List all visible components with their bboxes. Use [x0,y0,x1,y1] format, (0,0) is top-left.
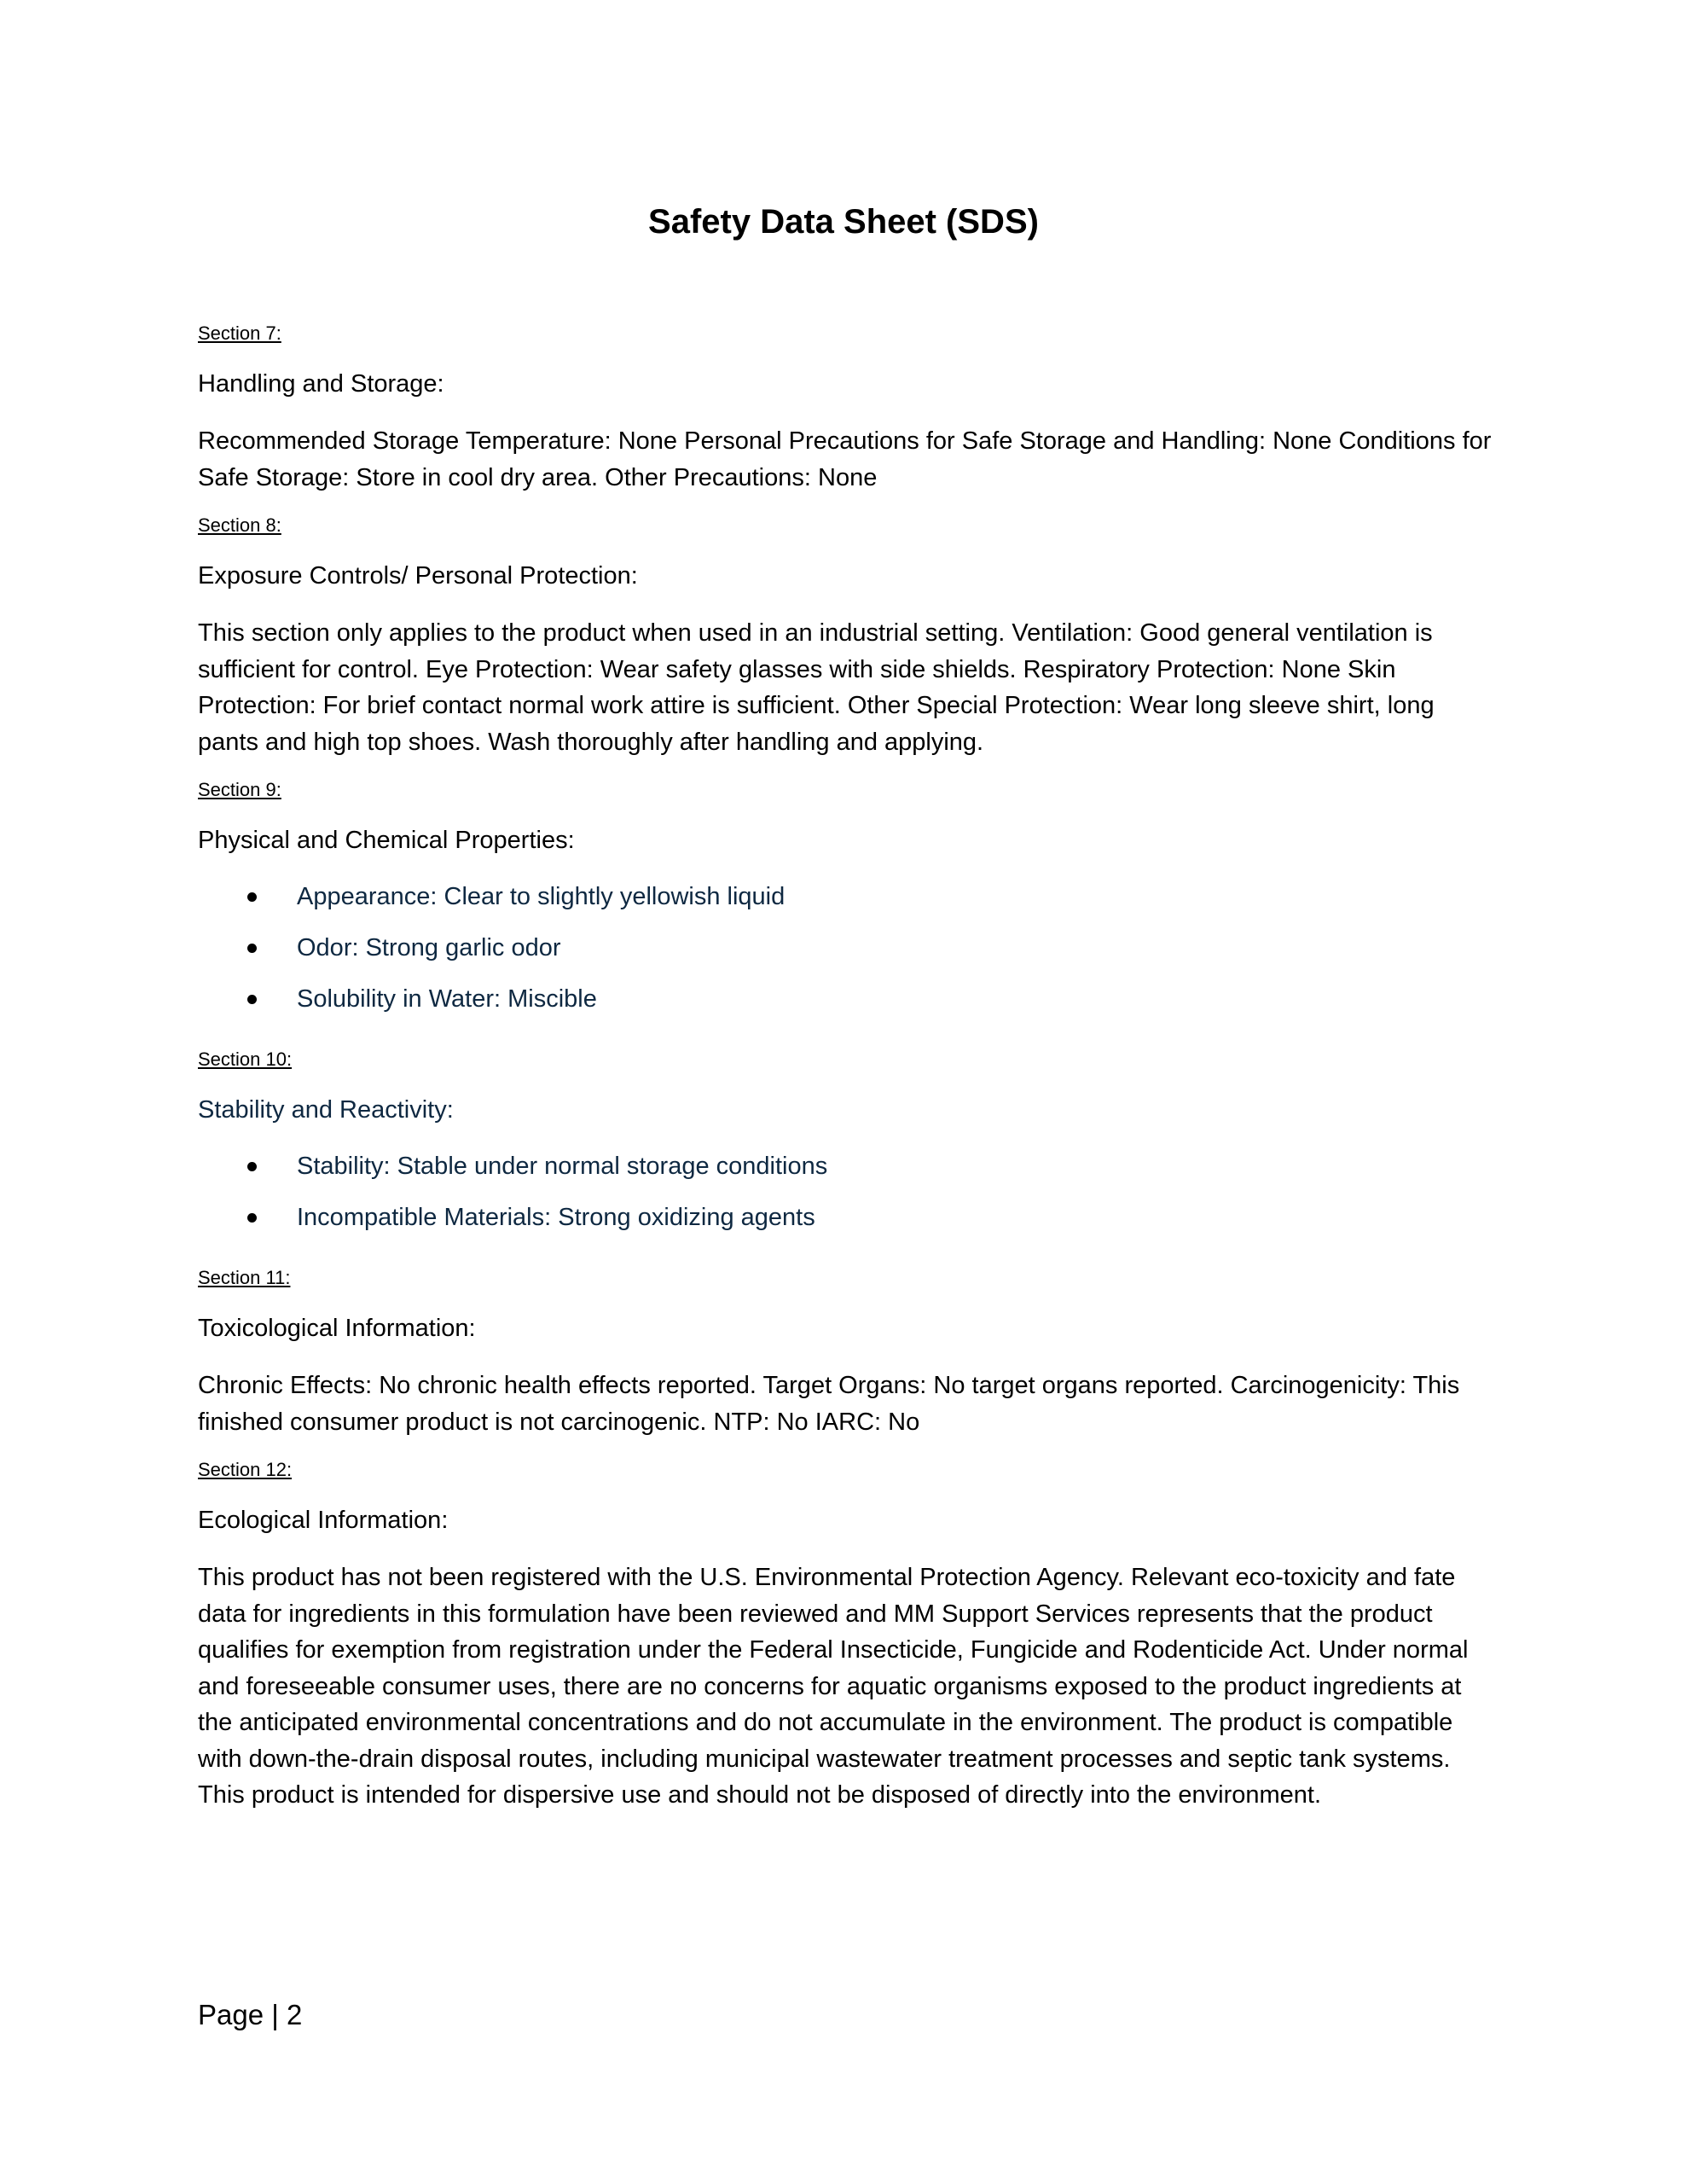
bullet-list [198,880,1494,1016]
list-item [198,1149,1494,1183]
section-10 [198,1047,1494,1234]
section-text: This product has not been registered with the U.S. Environmental Protection Agency. Relevant eco-toxicity and fate data for ingredients in this formulation have been reviewed and MM Support Services represents that the product qualifies for exemption from registration under the Federal Insecticide, Fungicide and Rodenticide Act. Under normal and foreseeable consumer uses, there are no concerns for aquatic organisms exposed to the product ingredients at the anticipated environmental concentrations and do not accumulate in the environment. The product is compatible with down-the-drain disposal routes, including municipal wastewater treatment processes and septic tank systems. This product is intended for dispersive use and should not be disposed of directly into the environment. [198,1564,1469,1809]
section-heading: Handling and Storage: [198,370,444,398]
section-heading: Exposure Controls/ Personal Protection: [198,562,638,590]
section-text: Chronic Effects: No chronic health effects reported. Target Organs: No target organs reported. Carcinogenicity: This finished consumer product is not carcinogenic. NTP: No IARC: No [198,1372,1460,1436]
section-label: Section 9: [198,779,281,800]
section-heading: Ecological Information: [198,1507,449,1534]
list-item-text: Solubility in Water: Miscible [297,985,597,1013]
section-11 [198,1265,1494,1440]
section-label: Section 8: [198,514,281,536]
list-item-text: Odor: Strong garlic odor [297,934,561,961]
document-body [198,321,1494,1831]
section-12 [198,1457,1494,1814]
list-item-text: Stability: Stable under normal storage conditions [297,1153,828,1180]
bullet-list [198,1149,1494,1234]
section-7 [198,321,1494,496]
bullet-icon [247,892,257,902]
bullet-icon [247,1213,257,1223]
section-text: Recommended Storage Temperature: None Personal Precautions for Safe Storage and Handling: None Conditions for Safe Storage: Store in cool dry area. Other Precautions: None [198,427,1492,491]
section-heading: Stability and Reactivity: [198,1096,454,1124]
bullet-icon [247,944,257,953]
list-item [198,1200,1494,1234]
list-item [198,880,1494,914]
list-item-text: Incompatible Materials: Strong oxidizing agents [297,1204,815,1231]
page-number: Page | 2 [198,1999,303,2030]
section-label: Section 7: [198,322,281,344]
section-label: Section 10: [198,1048,293,1070]
section-heading: Toxicological Information: [198,1315,476,1342]
bullet-icon [247,1162,257,1171]
list-item [198,931,1494,965]
section-label: Section 11: [198,1267,291,1288]
section-8 [198,513,1494,760]
section-heading: Physical and Chemical Properties: [198,827,575,854]
page-title: Safety Data Sheet (SDS) [648,203,1039,241]
section-text: This section only applies to the product when used in an industrial setting. Ventilation: Good general ventilation is sufficient for control. Eye Protection: Wear safety glasses with side shields. Respiratory Protection: None Skin Protection: For brief contact normal work attire is sufficient. Other Special Protection: Wear long sleeve shirt, long pants and high top shoes. Wash thoroughly after handling and applying. [198,619,1435,756]
section-9 [198,777,1494,1016]
section-label: Section 12: [198,1459,293,1480]
bullet-icon [247,995,257,1004]
list-item [198,982,1494,1016]
list-item-text: Appearance: Clear to slightly yellowish liquid [297,883,786,910]
